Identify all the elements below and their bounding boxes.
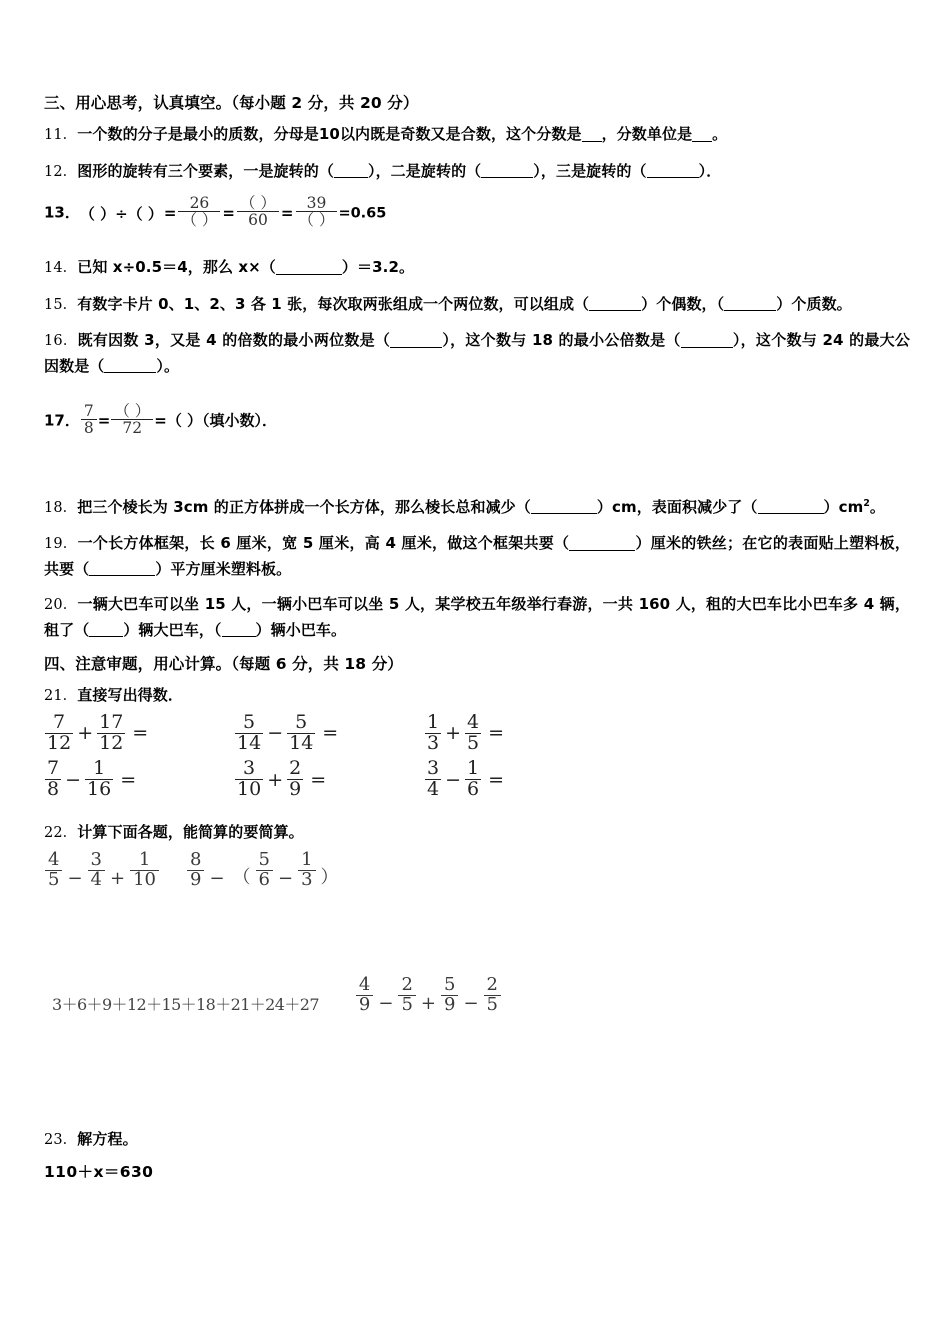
question-15-text-a: 有数字卡片 0、1、2、3 各 1 张，每次取两张组成一个两位数，可以组成（ [77, 294, 590, 313]
q22-e4-operator-1: − [378, 992, 394, 1014]
q22-e1-f1-denominator: 5 [45, 870, 62, 890]
question-16-blank-3[interactable] [104, 358, 156, 373]
question-21-row-1 [44, 710, 910, 754]
q22-e2-f3-numerator: 1 [301, 849, 313, 871]
question-21-expr-1 [44, 710, 234, 754]
question-18-text-c: ）cm [823, 497, 864, 516]
q21-e2-b-denominator: 14 [289, 731, 314, 754]
q22-e4-operator-3: − [463, 992, 479, 1014]
q21-e1-b-denominator: 12 [99, 731, 124, 754]
question-14-number: 14． [44, 260, 78, 277]
question-12-number: 12． [44, 163, 78, 180]
q22-e1-operator-2: + [110, 868, 126, 890]
q21-e1-a-denominator: 12 [47, 731, 72, 754]
q22-e4-fraction-3 [441, 976, 458, 1015]
question-17-fraction-2-denominator: 72 [111, 419, 153, 436]
question-13-fraction-3-denominator[interactable]: （ ） [296, 211, 338, 228]
question-12-text-d: ）． [698, 161, 722, 180]
spacer-before-q18 [44, 465, 910, 495]
question-18-superscript-2: 2 [863, 497, 870, 509]
q21-e3-fraction-a [425, 710, 441, 754]
q22-e1-f3-denominator: 10 [130, 870, 159, 890]
question-12-text-c: ），三是旋转的（ [533, 161, 647, 180]
question-17-number: 17． [44, 411, 80, 430]
question-11-text-a: 一个数的分子是最小的质数，分母是 [77, 125, 319, 144]
q21-e3-a-numerator: 1 [427, 710, 440, 733]
question-12-blank-3[interactable] [647, 163, 699, 178]
spacer-before-q22 [44, 806, 910, 820]
page-content [44, 92, 910, 1182]
question-16-blank-2[interactable] [681, 332, 733, 347]
question-17-equals-1: = [97, 411, 111, 430]
q22-e2-fraction-3 [298, 851, 315, 890]
question-16-text-c: ），这个数与 24 的最大公因数是（ [44, 331, 910, 375]
q22-e2-operator-2: − [278, 868, 294, 890]
q21-e3-equals: = [488, 722, 505, 744]
q21-e3-operator: + [445, 722, 462, 744]
question-11-text-c: ，分数单位是 [601, 125, 693, 144]
question-21-expr-3 [424, 710, 505, 754]
question-17-fraction-2 [111, 403, 153, 436]
q22-e4-f2-denominator: 5 [398, 995, 415, 1015]
q22-e2-fraction-1 [187, 851, 204, 890]
q21-e2-operator: − [267, 722, 284, 744]
q21-e1-operator: + [77, 722, 94, 744]
question-18-number: 18． [44, 499, 78, 516]
q22-e4-f3-numerator: 5 [444, 974, 456, 996]
q21-e5-fraction-b [287, 759, 303, 800]
q22-e4-f2-numerator: 2 [401, 974, 413, 996]
q21-e2-b-numerator: 5 [295, 710, 308, 733]
question-13-equals-3: = [280, 203, 294, 222]
q22-e4-fraction-2 [398, 976, 415, 1015]
q21-e2-fraction-b [287, 710, 315, 754]
q21-e4-a-denominator: 8 [47, 778, 60, 800]
question-21 [44, 683, 910, 708]
q21-e5-a-numerator: 3 [243, 757, 256, 780]
question-12-blank-2[interactable] [481, 163, 533, 178]
q21-e4-a-numerator: 7 [47, 757, 60, 780]
q21-e2-a-denominator: 14 [237, 731, 262, 754]
q22-e2-f2-numerator: 5 [258, 849, 270, 871]
q21-e5-a-denominator: 10 [237, 778, 262, 800]
question-20-text-a: 一辆大巴车可以坐 15 人，一辆小巴车可以坐 5 人，某学校五年级举行春游，一共 160 人，租的大巴车比小巴车多 4 辆，租了（ [44, 595, 910, 639]
q22-e4-f3-denominator: 9 [441, 995, 458, 1015]
question-13-fraction-2 [237, 195, 279, 228]
question-17-text-tail: =（ ）（填小数）． [154, 411, 278, 430]
question-13-fraction-1-denominator[interactable]: （ ） [178, 211, 220, 228]
q22-e2-close-paren: ） [320, 867, 339, 889]
spacer-q22-work-area-1 [44, 890, 910, 976]
question-19-text-c: ）平方厘米塑料板。 [155, 559, 292, 578]
question-17-fraction-1-denominator: 8 [81, 419, 97, 436]
q21-e3-fraction-b [465, 710, 481, 754]
question-13-fraction-3-numerator: 39 [306, 194, 327, 213]
question-22-row-1 [44, 851, 910, 890]
section-heading-3: 三、用心思考，认真填空。（每小题 2 分，共 20 分） [44, 94, 419, 112]
question-15-blank-2[interactable] [724, 296, 776, 311]
q21-e1-b-numerator: 17 [99, 710, 124, 733]
q21-e6-equals: = [488, 768, 505, 791]
question-11-value-10: 10 [318, 125, 340, 144]
q21-e3-b-numerator: 4 [467, 710, 480, 733]
question-21-number: 21． [44, 688, 78, 705]
question-16-number: 16． [44, 333, 78, 350]
question-16 [44, 328, 910, 378]
question-16-text-b: ），这个数与 18 的最小公倍数是（ [442, 331, 681, 350]
q22-e2-operator-1: − [209, 868, 225, 890]
question-13-equals-2: = [222, 203, 235, 222]
question-13-result: =0.65 [338, 205, 387, 222]
q21-e4-equals: = [120, 768, 137, 791]
q22-e2-f1-denominator: 9 [187, 870, 204, 890]
question-19-text-b: ）厘米的铁丝；在它的表面贴上塑料板，共要（ [44, 534, 910, 578]
question-23-equation: 110＋x＝630 [44, 1163, 154, 1182]
question-19 [44, 531, 910, 581]
question-14-text-b: ）＝3.2。 [341, 258, 415, 277]
question-13-equals-1: = [163, 203, 177, 222]
question-11-number: 11． [44, 127, 78, 144]
question-17-fraction-1 [81, 403, 97, 436]
question-20-blank-1[interactable] [89, 622, 123, 637]
question-18 [44, 495, 910, 520]
question-15 [44, 292, 910, 317]
q22-e1-f2-denominator: 4 [88, 870, 105, 890]
question-21-row-2 [44, 759, 910, 800]
q21-e6-a-denominator: 4 [427, 778, 440, 800]
question-13-fraction-1-numerator: 26 [189, 194, 210, 213]
q21-e5-equals: = [310, 768, 327, 791]
q22-e1-fraction-2 [88, 851, 105, 890]
question-12-text-a: 图形的旋转有三个要素，一是旋转的（ [77, 161, 334, 180]
section-heading-4: 四、注意审题，用心计算。（每题 6 分，共 18 分） [44, 655, 403, 674]
question-13-fraction-1 [178, 195, 220, 228]
q21-e5-fraction-a [235, 759, 263, 800]
question-23 [44, 1127, 910, 1152]
question-13-lead: （ ）÷（ ） [79, 204, 163, 223]
question-17-fraction-2-numerator[interactable]: （ ） [114, 401, 151, 420]
q22-e2-f2-denominator: 6 [256, 870, 273, 890]
q22-e3-sequence: 3＋6＋9＋12＋15＋18＋21＋24＋27 [52, 994, 319, 1014]
q21-e1-a-numerator: 7 [53, 710, 66, 733]
question-16-blank-1[interactable] [390, 332, 442, 347]
question-18-text-b: ）cm，表面积减少了（ [596, 497, 758, 516]
q21-e6-b-numerator: 1 [467, 757, 480, 780]
q21-e6-fraction-b [465, 759, 481, 800]
question-11-blank-1[interactable] [582, 126, 602, 141]
q21-e6-a-numerator: 3 [427, 757, 440, 780]
q22-e2-open-paren: （ [232, 867, 251, 889]
question-19-number: 19． [44, 536, 78, 553]
question-13 [44, 195, 910, 241]
q21-e4-operator: − [65, 768, 82, 791]
question-21-expr-4 [44, 759, 234, 800]
question-11-text-d: 。 [712, 125, 728, 144]
question-18-text-a: 把三个棱长为 3cm 的正方体拼成一个长方体，那么棱长总和减少（ [77, 497, 531, 516]
question-23-title: 解方程。 [77, 1129, 138, 1148]
question-13-fraction-2-numerator[interactable]: （ ） [239, 194, 276, 213]
q21-e1-fraction-b [97, 710, 125, 754]
question-12-text-b: ），二是旋转的（ [367, 161, 482, 180]
q21-e2-a-numerator: 5 [243, 710, 256, 733]
question-20 [44, 592, 910, 642]
question-17 [44, 403, 910, 453]
question-11 [44, 122, 910, 147]
question-12 [44, 159, 910, 184]
question-18-blank-2[interactable] [758, 499, 824, 514]
question-18-blank-1[interactable] [531, 499, 597, 514]
question-21-expr-6 [424, 759, 504, 800]
question-19-blank-2[interactable] [89, 561, 155, 576]
question-15-number: 15． [44, 296, 78, 313]
q22-e1-f2-numerator: 3 [90, 849, 102, 871]
question-22 [44, 820, 910, 845]
q21-e4-fraction-b [85, 759, 113, 800]
question-20-text-c: ）辆小巴车。 [255, 620, 347, 639]
q22-e4-f1-numerator: 4 [358, 974, 371, 996]
question-15-blank-1[interactable] [589, 296, 641, 311]
q22-e4-operator-2: + [420, 992, 436, 1014]
q22-e4-f1-denominator: 9 [356, 995, 373, 1015]
q21-e2-equals: = [322, 722, 339, 744]
q21-e6-operator: − [445, 768, 462, 791]
q22-e1-fraction-3 [130, 851, 159, 890]
question-14 [44, 255, 910, 280]
question-11-text-b: 以内既是奇数又是合数，这个分数是 [339, 125, 582, 144]
q21-e6-b-denominator: 6 [467, 778, 480, 800]
question-22-row-2 [44, 976, 910, 1015]
q21-e3-b-denominator: 5 [467, 731, 480, 754]
question-15-text-b: ）个偶数，（ [641, 294, 725, 313]
question-20-text-b: ）辆大巴车，（ [123, 620, 222, 639]
question-16-text-d: ）。 [156, 356, 180, 375]
question-16-text-a: 既有因数 3，又是 4 的倍数的最小两位数是（ [77, 331, 391, 350]
q22-e4-fraction-4 [484, 976, 501, 1015]
q21-e5-operator: + [267, 768, 284, 791]
q21-e4-b-numerator: 1 [93, 757, 106, 780]
q21-e4-b-denominator: 16 [87, 778, 112, 800]
q21-e2-fraction-a [235, 710, 263, 754]
spacer-q22-work-area-2 [44, 1015, 910, 1127]
q22-e2-f3-denominator: 3 [298, 870, 315, 890]
q22-e4-f4-numerator: 2 [486, 974, 498, 996]
question-21-expr-2 [234, 710, 424, 754]
question-12-blank-1[interactable] [334, 163, 368, 178]
q22-e1-fraction-1 [45, 851, 62, 890]
q22-e4-f4-denominator: 5 [484, 995, 501, 1015]
q21-e3-a-denominator: 3 [427, 731, 440, 754]
q22-e4-fraction-1 [356, 976, 373, 1015]
question-11-blank-2[interactable] [692, 126, 712, 141]
q22-e1-f1-numerator: 4 [48, 849, 60, 871]
q21-e1-fraction-a [45, 710, 73, 754]
question-13-fraction-2-denominator: 60 [237, 211, 279, 228]
question-17-fraction-1-numerator: 7 [83, 401, 94, 420]
question-18-text-d: 。 [869, 497, 886, 516]
question-19-text-a: 一个长方体框架，长 6 厘米，宽 5 厘米，高 4 厘米，做这个框架共要（ [77, 534, 570, 553]
q21-e1-equals: = [132, 722, 149, 744]
question-20-blank-2[interactable] [222, 622, 256, 637]
q22-e1-operator-1: − [67, 868, 83, 890]
q22-e2-f1-numerator: 8 [190, 849, 202, 871]
question-13-number: 13． [44, 203, 80, 222]
question-21-title: 直接写出得数． [77, 686, 183, 705]
question-13-fraction-3 [296, 195, 338, 228]
q21-e4-fraction-a [45, 759, 61, 800]
spacer-before-q17 [44, 389, 910, 403]
question-21-expr-5 [234, 759, 424, 800]
question-15-text-c: ）个质数。 [776, 294, 852, 313]
q21-e5-b-denominator: 9 [289, 778, 302, 800]
question-20-number: 20． [44, 597, 78, 614]
q22-e2-fraction-2 [256, 851, 273, 890]
question-22-title: 计算下面各题，能简算的要简算。 [77, 822, 304, 841]
q22-e1-f3-numerator: 1 [138, 849, 151, 871]
question-21-expressions [44, 710, 910, 800]
question-22-number: 22． [44, 824, 78, 841]
q21-e5-b-numerator: 2 [289, 757, 302, 780]
q21-e6-fraction-a [425, 759, 441, 800]
question-19-blank-1[interactable] [569, 536, 635, 551]
question-14-blank-1[interactable] [276, 259, 342, 274]
question-23-number: 23． [44, 1131, 78, 1148]
question-14-text-a: 已知 x÷0.5＝4，那么 x×（ [77, 258, 276, 277]
